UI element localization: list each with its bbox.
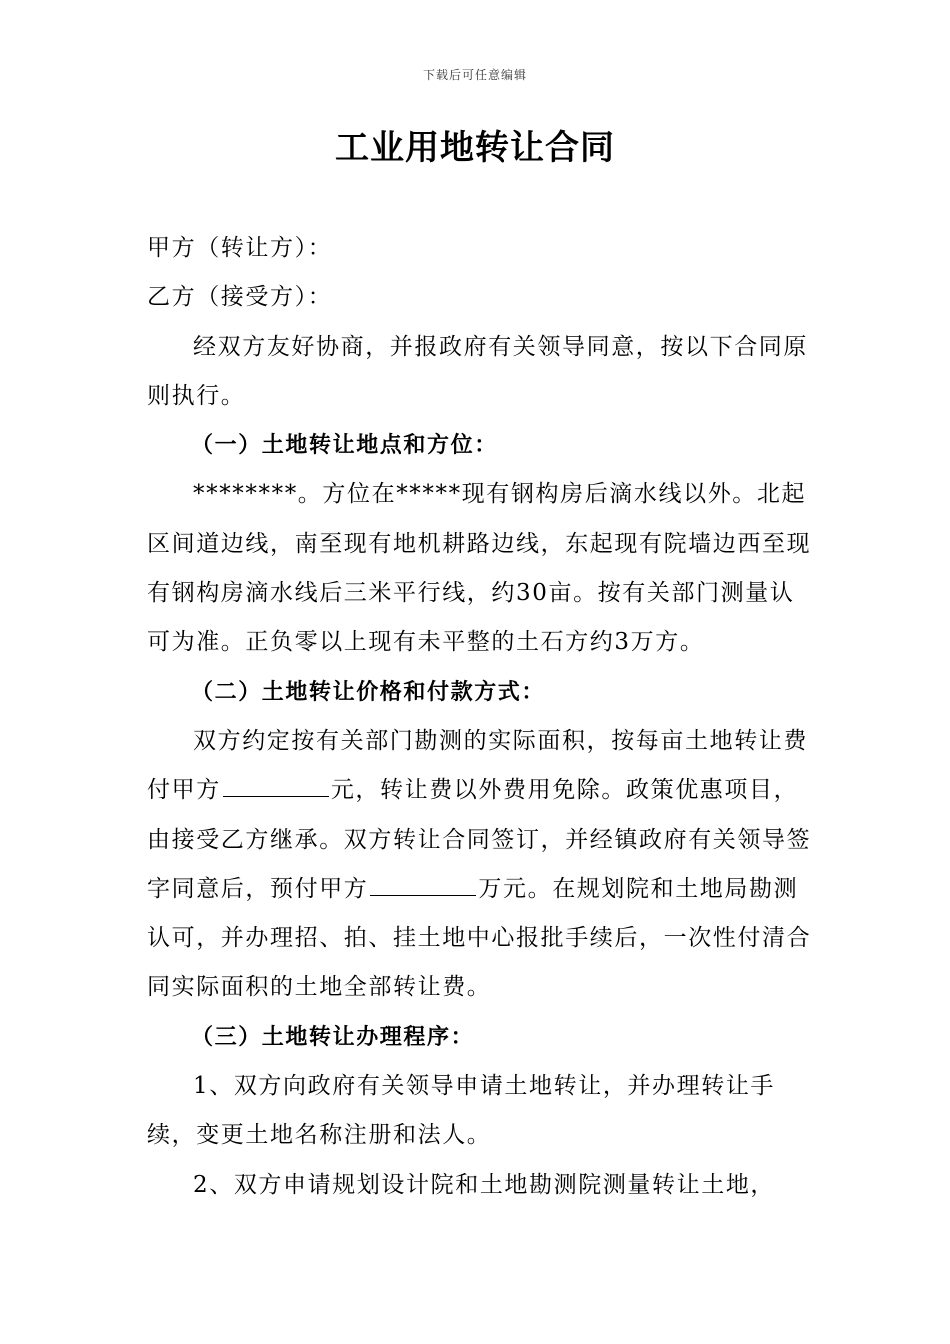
- section-2-heading: （二）土地转让价格和付款方式：: [191, 679, 546, 705]
- section-2-text-part3: 万元。在规划院和土地局勘测认可，并办理招、拍、挂土地中心报批手续后，一次性付清合同实际面积的土地全部转让费。: [147, 875, 812, 1001]
- section-1-heading: （一）土地转让地点和方位：: [191, 433, 498, 459]
- section-2-body: [147, 717, 819, 1013]
- party-a-line: 甲方（转让方）：: [147, 235, 333, 261]
- section-3-item-2: 2、双方申请规划设计院和土地勘测院测量转让土地，: [193, 1171, 776, 1198]
- section-1-body: ********。方位在*****现有钢构房后滴水线以外。北起区间道边线，南至现有地机耕路边线，东起现有院墙边西至现有钢构房滴水线后三米平行线，约30亩。按有关部门测量认可为准。正负零以上现有未平整的土石方约3万方。: [147, 481, 812, 656]
- prepayment-blank: [370, 873, 476, 896]
- intro-paragraph: 经双方友好协商，并报政府有关领导同意，按以下合同原则执行。: [147, 333, 808, 409]
- party-b-line: 乙方（接受方）：: [147, 284, 333, 311]
- price-per-mu-blank: [223, 774, 329, 797]
- document-body: [147, 224, 819, 1210]
- document-title: 工业用地转让合同: [335, 128, 615, 168]
- section-3-item-1: 1、双方向政府有关领导申请土地转让，并办理转让手续，变更土地名称注册和法人。: [147, 1073, 776, 1149]
- section-2-text-part2: 元，转让费以外费用免除。政策优惠项目，由接受乙方继承。双方转让合同签订，并经镇政府有关领导签字同意后，预付甲方: [147, 777, 812, 902]
- header-note: 下载后可任意编辑: [422, 68, 527, 82]
- section-2-text-part1: 双方约定按有关部门勘测的实际面积，按每亩土地转让费付甲方: [147, 727, 808, 804]
- section-3-heading: （三）土地转让办理程序：: [191, 1024, 475, 1050]
